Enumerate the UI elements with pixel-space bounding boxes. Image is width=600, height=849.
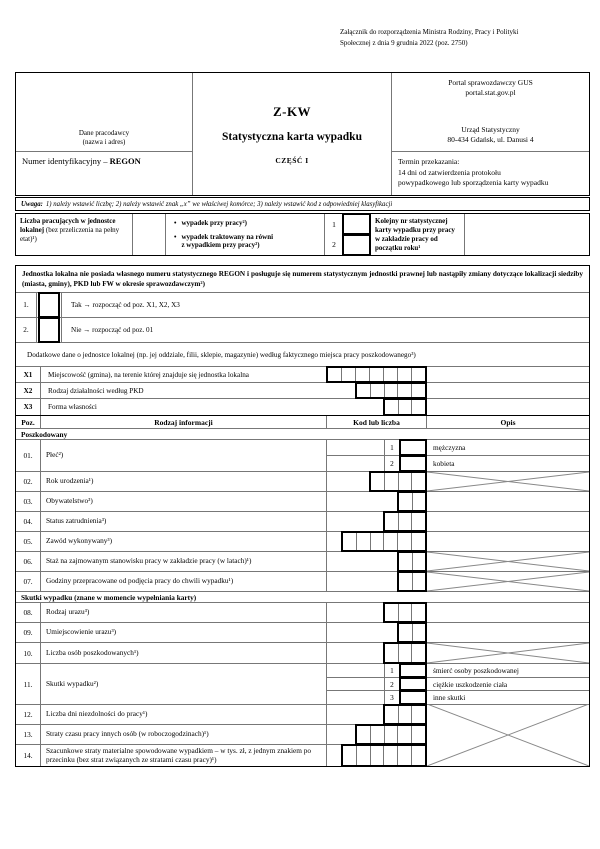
row-07-code-input[interactable] [397, 571, 427, 592]
row-01-label: Płeć²) [41, 439, 327, 471]
spacer [327, 678, 384, 691]
row-x3-code-input[interactable] [383, 398, 427, 416]
row-09-code-input[interactable] [397, 622, 427, 643]
local-unit-no-boxcol [37, 318, 62, 342]
employer-data-field[interactable] [16, 73, 192, 152]
row-11-option-other [327, 690, 589, 704]
portal-line2: portal.stat.gov.pl [465, 87, 516, 97]
section-effects: Skutki wypadku (znane w momencie wypełniania karty) [16, 591, 589, 602]
row-03-code-input[interactable] [397, 491, 427, 512]
header-title-column [193, 73, 392, 195]
row-x1-code-input[interactable] [326, 366, 427, 383]
row-04-desc [427, 511, 589, 531]
table-row-06 [16, 551, 589, 571]
accident-type-option2-label: • wypadek traktowany na równi z wypadkiem przy pracy²) [181, 232, 274, 250]
deadline-line1: Termin przekazania: [398, 157, 460, 166]
local-unit-row-yes [16, 293, 589, 318]
row-01-options [327, 439, 589, 471]
accident-type-numbers [325, 214, 343, 255]
row-08-code-input[interactable] [383, 602, 427, 623]
row-01-option-male [327, 440, 589, 455]
col-header-code: Kod lub liczba [327, 416, 427, 428]
row-11-option-severe [327, 677, 589, 691]
row-12-codecell [327, 704, 427, 724]
row-x2-label: Rodzaj działalności według PKD [48, 386, 144, 395]
row-01-option-female [327, 455, 589, 471]
workers-count-row [15, 213, 590, 256]
row-11-option2-desc: ciężkie uszkodzenie ciała [433, 679, 508, 689]
col-header-desc: Opis [500, 417, 516, 427]
header-employer-column [16, 73, 193, 195]
local-unit-row-yes-text: Tak → rozpocząć od poz. X1, X2, X3 [71, 301, 180, 309]
row-14-label: Szacunkowe straty materialne spowodowane wypadkiem – w tys. zł, z jednym znakiem po przecinku (bez strat związanych ze stratami czasu pracy)¹) [41, 744, 327, 766]
row-10-code-input[interactable] [383, 642, 427, 664]
row-11-label: Skutki wypadku²) [41, 663, 327, 704]
legal-annotation [340, 27, 592, 49]
row-12-poz: 12. [16, 704, 41, 724]
row-11-option3-checkbox[interactable] [399, 690, 427, 705]
row-x3-label: Forma własności [48, 403, 97, 411]
form-part: CZĘŚĆ I [275, 155, 309, 165]
row-13-codecell [327, 724, 427, 744]
local-unit-row-no [16, 318, 589, 343]
row-03-poz: 03. [16, 491, 41, 511]
row-09-codecell [327, 622, 427, 642]
row-x1-number: X1 [16, 367, 41, 382]
row-04-label: Status zatrudnienia³) [41, 511, 327, 531]
spacer [327, 440, 384, 455]
row-05-codecell [327, 531, 427, 551]
regon-field[interactable] [16, 152, 192, 195]
merged-crossed-region [427, 704, 589, 766]
accident-type-checkboxes [343, 214, 370, 255]
row-07-codecell [327, 571, 427, 591]
row-x1-label: Miejscowość (gmina), na terenie której znajduje się jednostka lokalna [48, 370, 249, 379]
row-x2-number: X2 [16, 383, 41, 398]
crossed-out-icon [427, 572, 589, 591]
table-row-03 [16, 491, 589, 511]
row-x3-number: X3 [16, 399, 41, 415]
row-08-codecell [327, 602, 427, 622]
table-row-11 [16, 663, 589, 704]
accident-type-number2: 2 [332, 240, 336, 250]
table-row-05 [16, 531, 589, 551]
row-14-poz: 14. [16, 744, 41, 766]
crossed-out-icon [427, 552, 589, 571]
row-11-option2-checkbox[interactable] [399, 677, 427, 692]
deadline-cell [392, 152, 589, 195]
row-05-label: Zawód wykonywany³) [41, 531, 327, 551]
deadline-line2: 14 dni od zatwierdzenia protokołu [398, 167, 501, 177]
portal-block [392, 78, 589, 97]
row-07-desc-crossed [427, 571, 589, 591]
col-header-info: Rodzaj informacji [41, 416, 327, 428]
accident-type-option1-label: • wypadek przy pracy²) [181, 219, 247, 228]
row-02-desc-crossed [427, 471, 589, 491]
row-04-poz: 04. [16, 511, 41, 531]
row-06-desc-crossed [427, 551, 589, 571]
row-12-code-input[interactable] [383, 704, 427, 725]
table-header-row [16, 416, 589, 428]
row-10-poz: 10. [16, 642, 41, 663]
accident-type-checkbox1[interactable] [342, 213, 371, 235]
workers-count-label-bold: Liczba pracujących w jednostce lokalnej [20, 217, 116, 234]
row-02-codecell [327, 471, 427, 491]
regon-label: Numer identyfikacyjny – [22, 156, 110, 166]
row-09-label: Umiejscowienie urazu³) [41, 622, 327, 642]
local-unit-no-checkbox[interactable] [38, 317, 60, 343]
row-11-option-death [327, 664, 589, 677]
table-row-10 [16, 642, 589, 663]
accident-type-checkbox2[interactable] [342, 234, 371, 256]
local-unit-row-no-text: Nie → rozpocząć od poz. 01 [71, 326, 154, 334]
accident-type-options [166, 214, 325, 255]
row-06-code-input[interactable] [397, 551, 427, 572]
row-11-option3-number: 3 [384, 691, 399, 704]
uwaga-note [15, 197, 590, 211]
row-13-code-input[interactable] [355, 724, 427, 745]
table-row-01 [16, 439, 589, 471]
row-07-poz: 07. [16, 571, 41, 591]
crossed-out-icon [427, 704, 589, 766]
form-title: Statystyczna karta wypadku [222, 130, 362, 143]
accident-type-option2 [174, 233, 322, 250]
row-08-poz: 08. [16, 602, 41, 622]
workers-count-input[interactable] [133, 214, 166, 255]
serial-number-input[interactable] [465, 214, 589, 255]
local-unit-header: Jednostka lokalna nie posiada własnego numeru statystycznego REGON i posługuje się numerem statystycznym jednostki prawnej lub nastąpiły zmiany dotyczące lokalizacji siedziby (miasta, gminy), PKD lub FW w okresie sprawozdawczym²) [16, 266, 589, 293]
row-11-option2-number: 2 [384, 678, 399, 691]
spacer [327, 691, 384, 704]
deadline-line3: powypadkowego lub sporządzenia karty wypadku [398, 178, 549, 187]
local-unit-row-yes-number: 1. [16, 293, 37, 317]
row-13-poz: 13. [16, 724, 41, 744]
row-07-label: Godziny przepracowane od podjęcia pracy do chwili wypadku¹) [41, 571, 327, 591]
table-row-04 [16, 511, 589, 531]
workers-count-label-rest: (bez przeliczenia na pełny etat)¹) [20, 226, 120, 243]
portal-line1: Portal sprawozdawczy GUS [448, 78, 533, 87]
table-row-09 [16, 622, 589, 642]
row-02-poz: 02. [16, 471, 41, 491]
row-02-code-input[interactable] [369, 471, 427, 492]
row-03-label: Obywatelstwo³) [41, 491, 327, 511]
office-block [392, 125, 589, 144]
row-01-poz: 01. [16, 439, 41, 471]
row-12-label: Liczba dni niezdolności do pracy¹) [41, 704, 327, 724]
row-01-option1-desc: mężczyzna [433, 443, 466, 452]
row-10-codecell [327, 642, 427, 663]
employer-label-line2: (nazwa i adres) [82, 138, 126, 146]
row-11-option1-desc: śmierć osoby poszkodowanej [433, 665, 519, 675]
table-row-08 [16, 602, 589, 622]
section-victim: Poszkodowany [16, 428, 589, 439]
row-05-code-input[interactable] [341, 531, 427, 552]
form-code: Z-KW [272, 103, 312, 119]
row-01-option2-checkbox[interactable] [399, 455, 427, 472]
workers-count-label [16, 214, 133, 255]
row-03-codecell [327, 491, 427, 511]
local-unit-section [15, 265, 590, 416]
row-06-label: Staż na zajmowanym stanowisku pracy w zakładzie pracy (w latach)¹) [41, 551, 327, 571]
row-04-code-input[interactable] [383, 511, 427, 532]
col-header-poz: Poz. [16, 416, 41, 428]
accident-type-number1: 1 [332, 219, 336, 229]
row-14-code-input[interactable] [341, 744, 427, 767]
row-x2 [16, 383, 589, 399]
accident-type-option1 [174, 219, 322, 228]
row-11-options [327, 663, 589, 704]
row-x3 [16, 399, 589, 415]
row-01-option1-checkbox[interactable] [399, 439, 427, 456]
spacer [327, 456, 384, 471]
row-08-label: Rodzaj urazu³) [41, 602, 327, 622]
crossed-out-icon [427, 643, 589, 663]
employer-label-line1: Dane pracodawcy [78, 129, 130, 137]
row-09-poz: 09. [16, 622, 41, 642]
row-11-poz: 11. [16, 663, 41, 704]
row-14-codecell [327, 744, 427, 766]
table-row-02 [16, 471, 589, 491]
local-unit-row-no-number: 2. [16, 318, 37, 342]
row-x2-code-input[interactable] [355, 382, 427, 399]
crossed-out-icon [427, 472, 589, 491]
local-unit-yes-boxcol [37, 293, 62, 317]
row-13-label: Straty czasu pracy innych osób (w roboczogodzinach)¹) [41, 724, 327, 744]
row-05-desc [427, 531, 589, 551]
row-04-codecell [327, 511, 427, 531]
form-header [15, 72, 590, 196]
row-11-option3-desc: inne skutki [433, 693, 466, 703]
local-unit-yes-checkbox[interactable] [38, 292, 60, 318]
row-01-option1-number: 1 [384, 440, 399, 455]
regon-label-bold: REGON [109, 156, 141, 166]
row-02-label: Rok urodzenia¹) [41, 471, 327, 491]
row-08-desc [427, 602, 589, 622]
row-05-poz: 05. [16, 531, 41, 551]
row-03-desc [427, 491, 589, 511]
main-table [15, 415, 590, 767]
row-01-option2-desc: kobieta [433, 459, 455, 468]
uwaga-text: 1) należy wstawić liczbę; 2) należy wstawić znak „x” we właściwej komórce; 3) należy wstawić kod z odpowiedniej klasyfikacji [45, 200, 393, 208]
row-06-codecell [327, 551, 427, 571]
office-line1: Urząd Statystyczny [461, 125, 520, 134]
annotation-line2: Społecznej z dnia 9 grudnia 2022 (poz. 2750) [340, 39, 468, 47]
row-09-desc [427, 622, 589, 642]
portal-office-cell [392, 73, 589, 152]
row-01-option2-number: 2 [384, 456, 399, 471]
row-10-label: Liczba osób poszkodowanych¹) [41, 642, 327, 663]
row-11-option1-checkbox[interactable] [399, 663, 427, 678]
uwaga-label: Uwaga: [21, 200, 43, 208]
row-06-poz: 06. [16, 551, 41, 571]
office-line2: 80-434 Gdańsk, ul. Danusi 4 [447, 134, 534, 144]
header-office-column [392, 73, 589, 195]
row-10-desc-crossed [427, 642, 589, 663]
row-11-option1-number: 1 [384, 664, 399, 677]
row-x1 [16, 367, 589, 383]
spacer [327, 664, 384, 677]
table-row-07 [16, 571, 589, 591]
annotation-line1: Załącznik do rozporządzenia Ministra Rodziny, Pracy i Polityki [340, 28, 519, 36]
serial-number-label: Kolejny nr statystycznej karty wypadku przy pracy w zakładzie pracy od początku roku¹ [370, 214, 465, 255]
additional-data-note: Dodatkowe dane o jednostce lokalnej (np. jej oddziale, filii, sklepie, magazynie) według faktycznego miejsca pracy poszkodowanego³) [16, 343, 589, 367]
